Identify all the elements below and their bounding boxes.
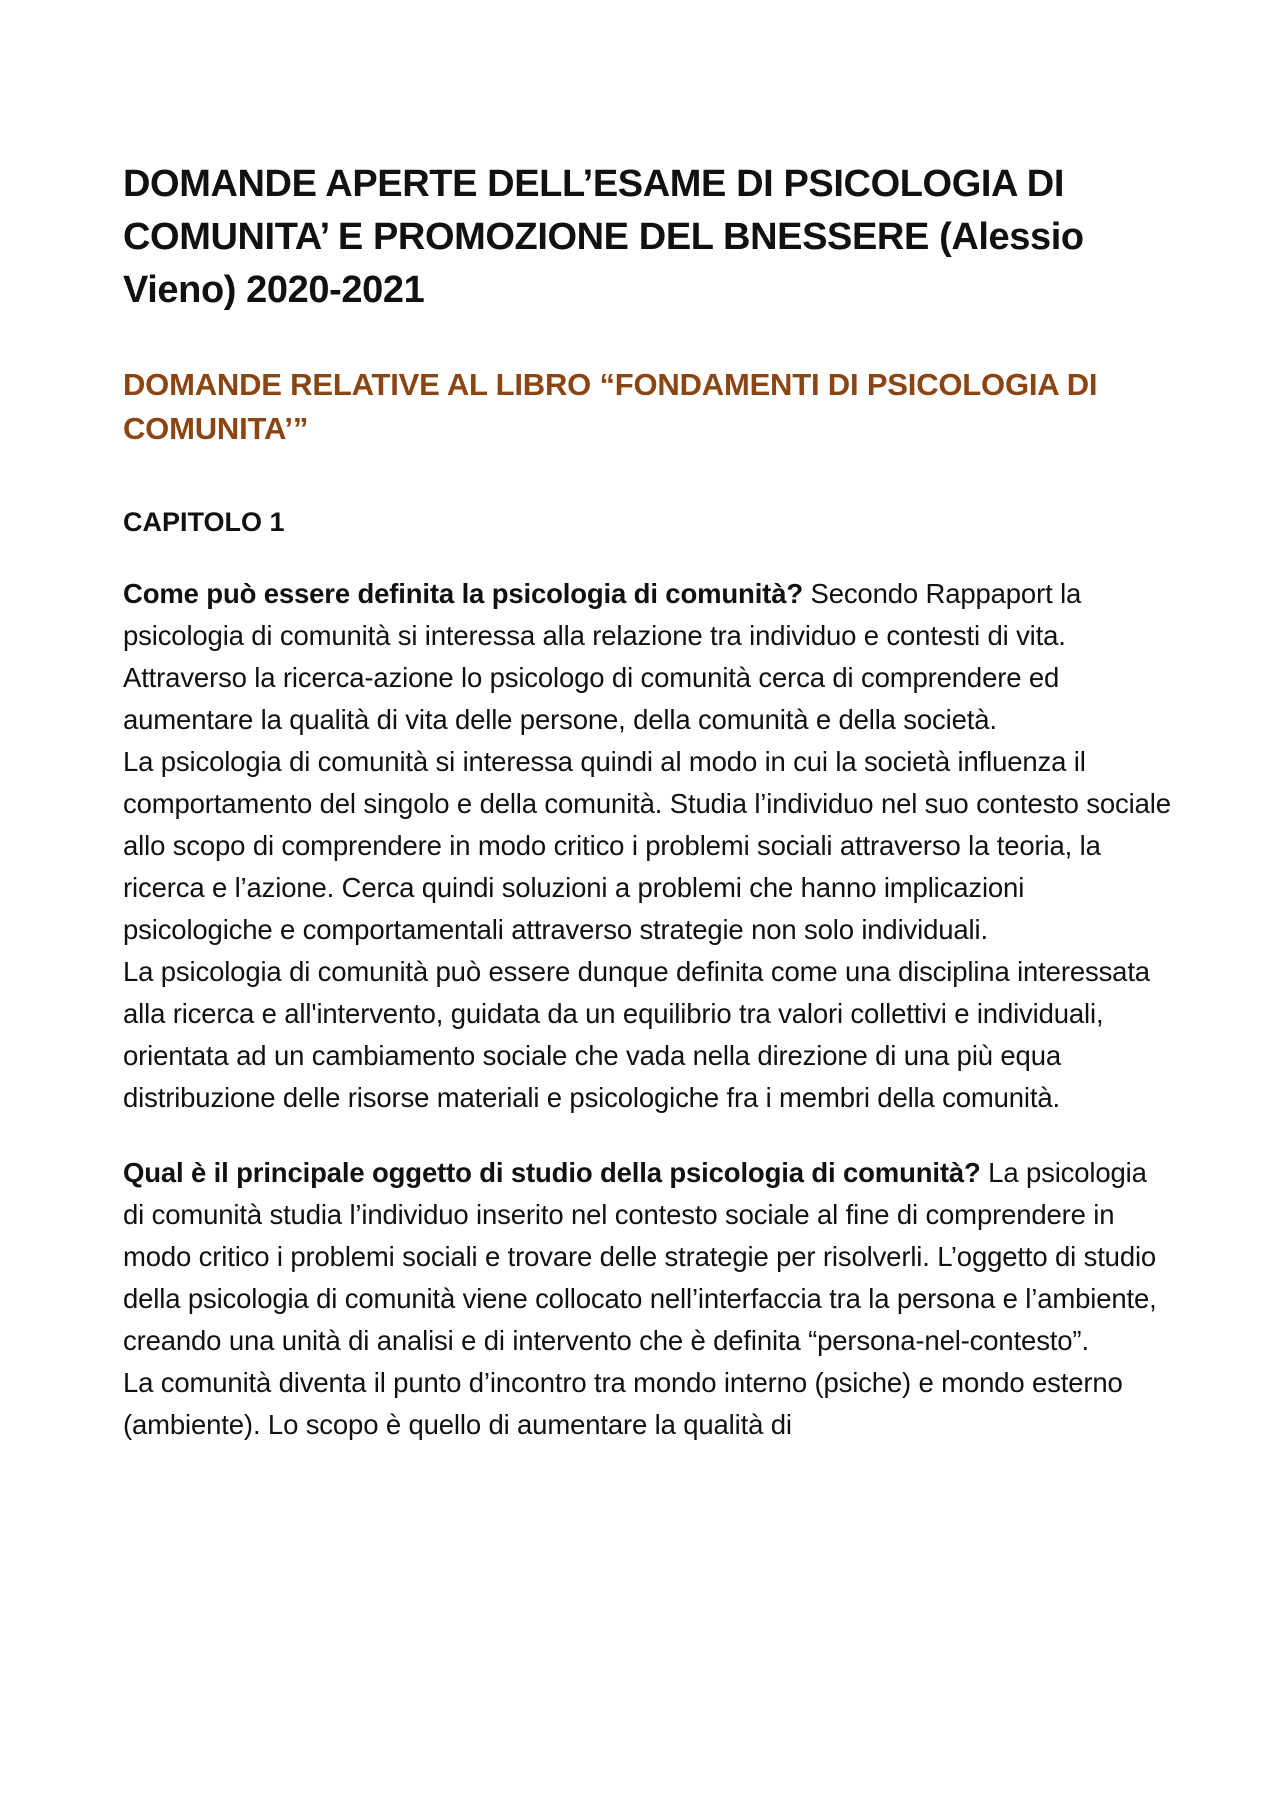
- answer-paragraph: La comunità diventa il punto d’incontro tra mondo interno (psiche) e mondo esterno (ambiente). Lo scopo è quello di aumentare la qualità di: [123, 1367, 1123, 1440]
- answer-paragraph: La psicologia di comunità si interessa quindi al modo in cui la società influenza il comportamento del singolo e della comunità. Studia l’individuo nel suo contesto sociale allo scopo di comprendere in modo critico i problemi sociali attraverso la teoria, la ricerca e l’azione. Cerca quindi soluzioni a problemi che hanno implicazioni psicologiche e comportamentali attraverso strategie non solo individuali.: [123, 746, 1171, 945]
- question-text: Qual è il principale oggetto di studio della psicologia di comunità?: [123, 1157, 981, 1188]
- qa-section: [123, 1152, 1173, 1446]
- answer-paragraph: [123, 573, 1173, 741]
- answer-text: Secondo Rappaport la psicologia di comunità si interessa alla relazione tra individuo e contesti di vita. Attraverso la ricerca-azione lo psicologo di comunità cerca di comprendere ed aumentare la qualità di vita delle persone, della comunità e della società.: [123, 578, 1082, 735]
- answer-paragraph: [123, 1152, 1173, 1362]
- book-heading: DOMANDE RELATIVE AL LIBRO “FONDAMENTI DI PSICOLOGIA DI COMUNITA’”: [123, 367, 1098, 446]
- document-content: [123, 158, 1173, 1446]
- document-title: DOMANDE APERTE DELL’ESAME DI PSICOLOGIA DI COMUNITA’ E PROMOZIONE DEL BNESSERE (Alessio Vieno) 2020-2021: [123, 163, 1084, 311]
- qa-section: [123, 573, 1173, 1119]
- answer-paragraph: La psicologia di comunità può essere dunque definita come una disciplina interessata alla ricerca e all'intervento, guidata da un equilibrio tra valori collettivi e individuali, orientata ad un cambiamento sociale che vada nella direzione di una più equa distribuzione delle risorse materiali e psicologiche fra i membri della comunità.: [123, 956, 1150, 1113]
- question-text: Come può essere definita la psicologia di comunità?: [123, 578, 803, 609]
- answer-text: La psicologia di comunità studia l’individuo inserito nel contesto sociale al fine di comprendere in modo critico i problemi sociali e trovare delle strategie per risolverli. L’oggetto di studio della psicologia di comunità viene collocato nell’interfaccia tra la persona e l’ambiente, creando una unità di analisi e di intervento che è definita “persona-nel-contesto”.: [123, 1157, 1157, 1356]
- chapter-heading: CAPITOLO 1: [123, 507, 285, 537]
